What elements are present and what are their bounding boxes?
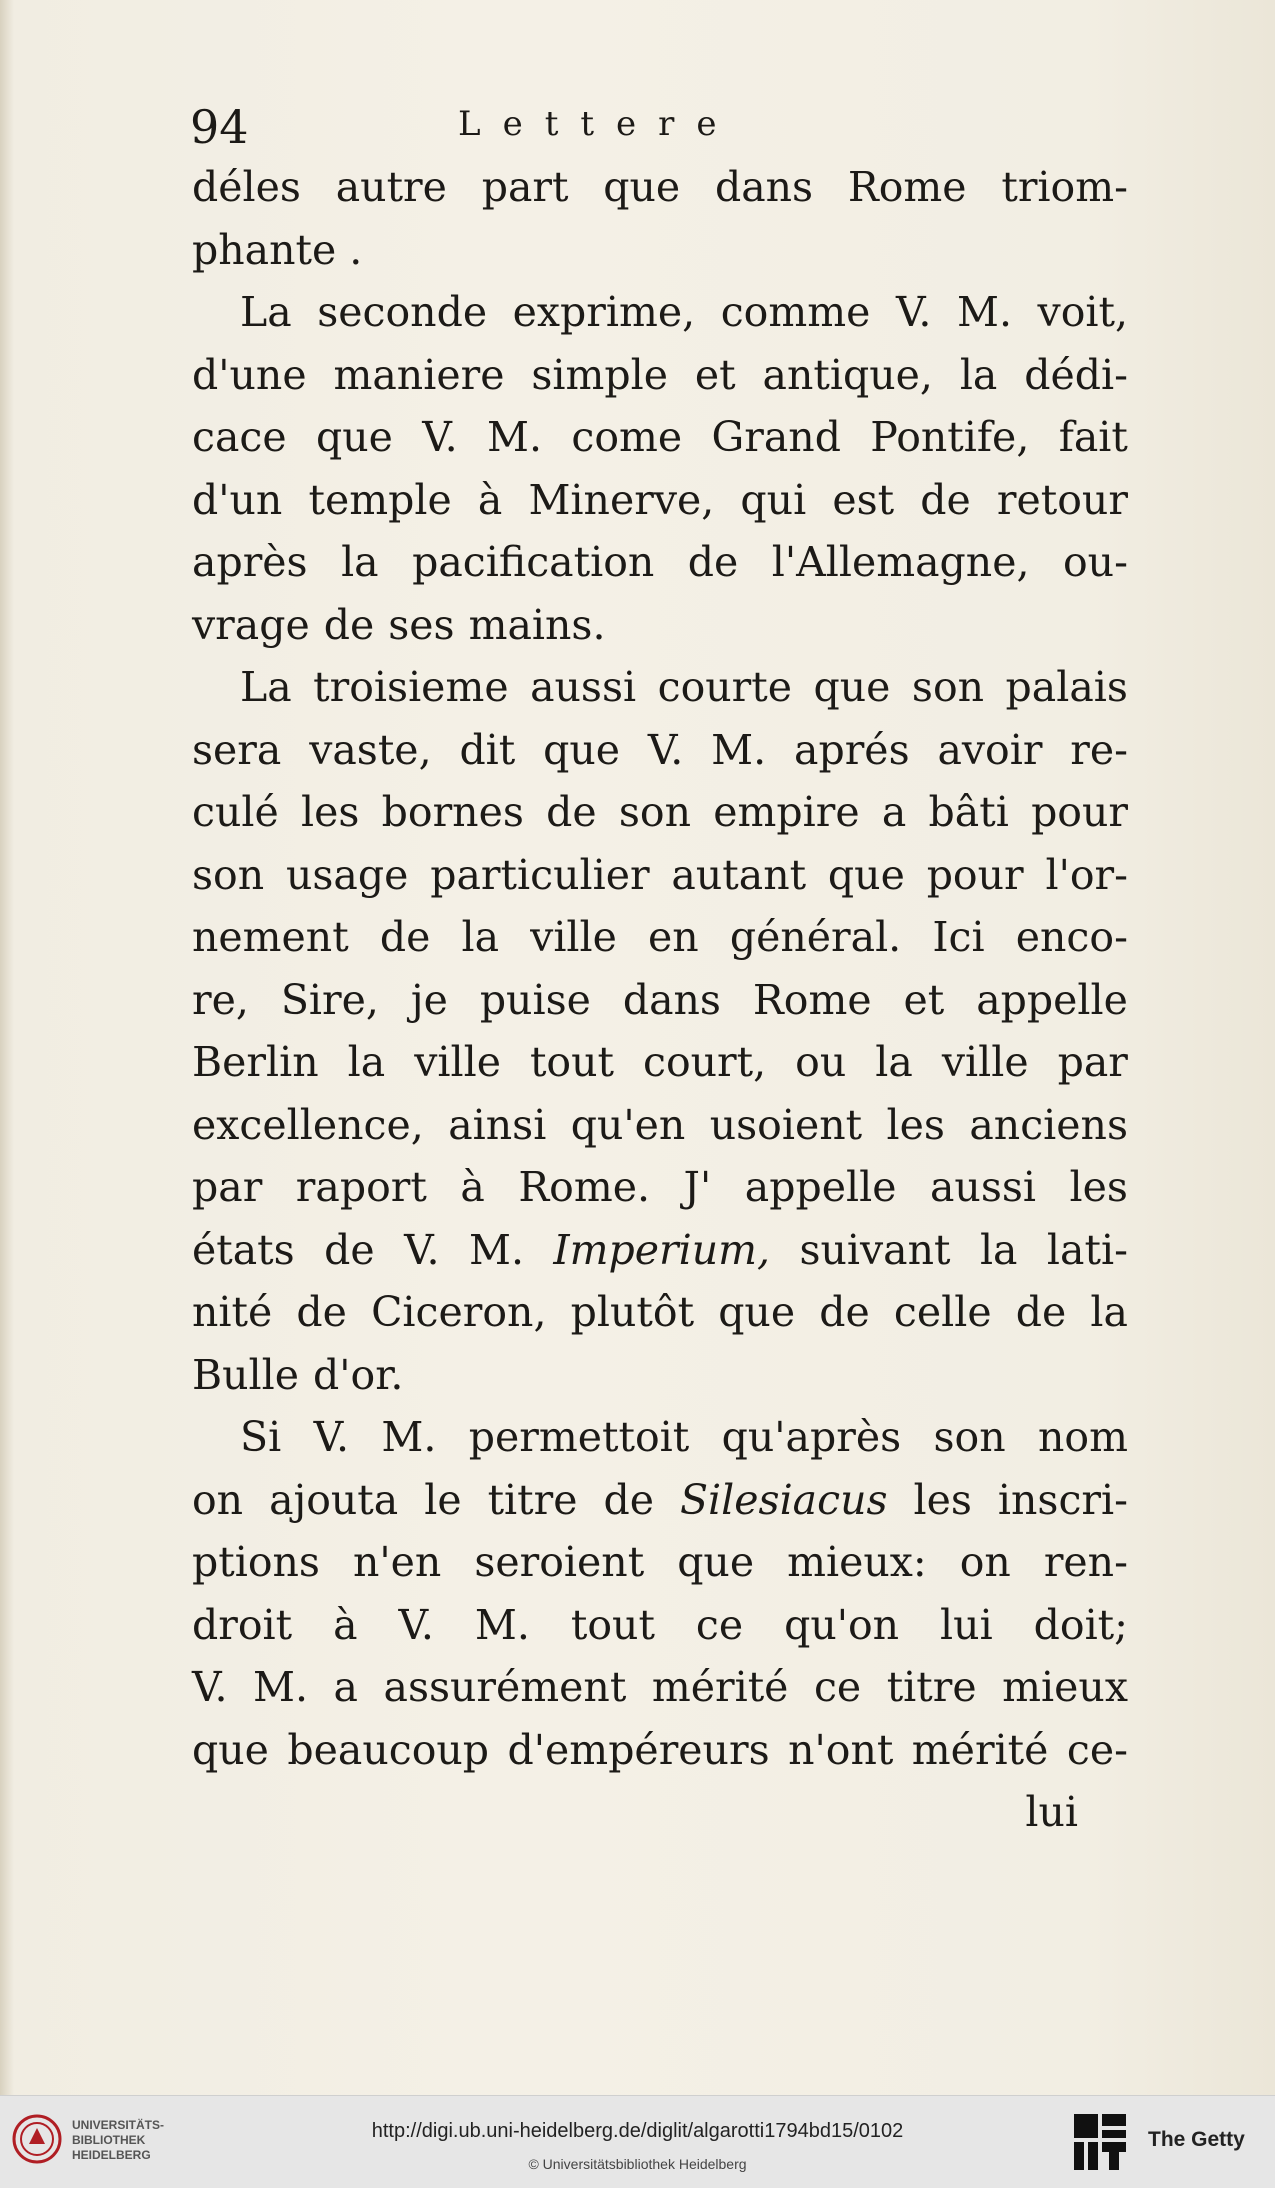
text-word: qu'on: [784, 1600, 900, 1649]
text-word: enco-: [1015, 913, 1128, 961]
page-header: [190, 100, 1150, 160]
text-word: pacification: [412, 538, 655, 586]
text-word: son: [933, 1413, 1006, 1461]
text-line: [192, 781, 1128, 844]
text-line: [192, 656, 1128, 719]
text-word: Rome.: [518, 1163, 651, 1211]
text-word: maniere: [333, 350, 505, 399]
text-word: à: [460, 1163, 485, 1211]
text-word: aussi: [530, 663, 637, 711]
text-word: on: [192, 1475, 244, 1524]
text-word: dans: [622, 975, 721, 1024]
text-word: Berlin: [192, 1038, 319, 1086]
text-word: vrage: [192, 600, 310, 649]
text-word: son: [911, 663, 985, 711]
text-word: la: [347, 1038, 386, 1086]
text-line: [192, 531, 1128, 594]
text-word: de: [1015, 1288, 1067, 1336]
text-word: d'une: [192, 350, 307, 399]
text-word: dit: [459, 725, 516, 774]
text-word: culé: [192, 788, 279, 836]
text-word: troisieme: [313, 663, 509, 711]
text-word: Si: [240, 1413, 282, 1461]
text-line: [192, 406, 1128, 469]
text-word: ce: [813, 1663, 862, 1711]
text-word: que: [718, 1288, 796, 1336]
text-word: d'un: [192, 475, 283, 524]
text-word: n'ont: [788, 1725, 894, 1774]
text-word: de: [603, 1475, 654, 1524]
text-word: ren-: [1043, 1538, 1128, 1586]
text-word: comme: [720, 288, 871, 336]
text-word: seroient: [474, 1538, 645, 1586]
text-word: que: [603, 163, 681, 211]
text-word: nité: [192, 1288, 273, 1336]
text-word: avoir: [937, 725, 1043, 774]
text-word: mains.: [468, 600, 606, 649]
text-word: celle: [893, 1288, 992, 1336]
text-line: [192, 1781, 1128, 1844]
text-word: V.: [313, 1413, 350, 1461]
text-word: est: [832, 475, 895, 524]
text-line: [192, 1469, 1128, 1532]
text-word: M.: [253, 1663, 309, 1711]
text-word: pour: [1031, 788, 1128, 836]
text-word: ce-: [1066, 1725, 1128, 1774]
text-word: que: [543, 725, 621, 774]
text-line: [192, 1594, 1128, 1657]
text-line: [192, 1281, 1128, 1344]
text-word: Grand: [711, 413, 841, 461]
text-word: lui: [1025, 1788, 1078, 1836]
text-word: après: [192, 538, 308, 586]
text-word: M.: [474, 1600, 530, 1649]
text-line: [192, 1656, 1128, 1719]
text-word: qu'après: [721, 1413, 902, 1461]
text-word: voit,: [1037, 288, 1128, 336]
copyright-notice: © Universitätsbibliothek Heidelberg: [528, 2156, 747, 2172]
text-word: ptions: [192, 1538, 320, 1586]
text-word: part: [481, 163, 569, 211]
text-line: [192, 969, 1128, 1032]
text-word: titre: [886, 1663, 977, 1711]
text-word: M.: [487, 413, 543, 461]
text-word: de: [324, 1225, 375, 1274]
text-word: mieux: [1002, 1663, 1128, 1711]
text-word: Pontife,: [870, 413, 1030, 461]
text-word: exprime,: [512, 288, 696, 336]
text-word: a: [881, 788, 907, 836]
text-word: de: [296, 1288, 347, 1336]
text-word: l'Allemagne,: [771, 538, 1030, 586]
text-word: ville: [414, 1038, 501, 1086]
text-word: tout: [529, 1038, 614, 1086]
text-word: beaucoup: [287, 1725, 490, 1774]
text-word: V.: [895, 288, 932, 336]
text-word: la: [959, 350, 998, 399]
text-word: général.: [729, 913, 902, 961]
text-word: empire: [713, 788, 860, 836]
text-word: retour: [996, 475, 1128, 524]
text-word: les: [1069, 1163, 1128, 1211]
text-word: qui: [740, 475, 807, 524]
text-word: M.: [711, 725, 767, 774]
text-word: Rome: [847, 163, 967, 211]
text-word: dédi-: [1024, 350, 1128, 399]
text-word: Ciceron,: [371, 1288, 547, 1336]
text-line: [192, 469, 1128, 532]
text-word: titre: [487, 1475, 578, 1524]
text-word: particulier: [430, 850, 650, 899]
body-text: [192, 156, 1128, 1844]
text-word: Minerve,: [528, 475, 715, 524]
text-word: Ici: [932, 913, 985, 961]
text-word: ou: [795, 1038, 847, 1086]
partner-name: The Getty: [1148, 2128, 1245, 2151]
text-word: par: [1057, 1038, 1128, 1086]
text-word: la: [1090, 1288, 1128, 1336]
text-word: triom-: [1001, 163, 1128, 211]
text-word: son: [192, 850, 265, 899]
text-word: nement: [192, 913, 349, 961]
text-line: [192, 1156, 1128, 1219]
text-word: d'empéreurs: [507, 1725, 770, 1774]
text-word: simple: [531, 350, 668, 399]
text-word: seconde: [317, 288, 488, 336]
text-word: la: [979, 1225, 1018, 1274]
text-line: [192, 1031, 1128, 1094]
text-line: [192, 344, 1128, 407]
text-word: courte: [657, 663, 793, 711]
text-word: la: [875, 1038, 913, 1086]
text-word: M.: [956, 288, 1012, 336]
text-word: Silesiacus: [679, 1475, 888, 1524]
running-title: Lettere: [458, 104, 739, 144]
text-word: nom: [1038, 1413, 1128, 1461]
text-word: en: [648, 913, 699, 961]
text-word: ainsi: [448, 1100, 547, 1149]
text-word: autant: [671, 850, 807, 899]
text-word: plutôt: [570, 1288, 695, 1336]
text-word: à: [333, 1600, 358, 1649]
text-word: anciens: [969, 1100, 1128, 1149]
text-line: [192, 719, 1128, 782]
text-word: M.: [468, 1225, 524, 1274]
text-word: de: [546, 788, 597, 836]
text-word: cace: [192, 413, 287, 461]
text-word: sera: [192, 725, 282, 774]
text-word: doit;: [1033, 1600, 1128, 1649]
text-word: V.: [404, 1225, 440, 1274]
text-word: que: [192, 1725, 269, 1774]
text-word: vaste,: [309, 725, 432, 774]
text-word: court,: [643, 1038, 767, 1086]
text-word: mieux:: [787, 1538, 927, 1586]
text-word: je: [410, 975, 448, 1024]
text-word: son: [618, 788, 692, 836]
text-word: suivant: [799, 1225, 951, 1274]
text-word: M.: [381, 1413, 437, 1461]
text-word: temple: [308, 475, 452, 524]
text-word: phante .: [192, 225, 363, 274]
text-word: bornes: [381, 788, 524, 836]
text-word: la: [341, 538, 379, 586]
text-word: re,: [192, 975, 249, 1024]
text-word: inscri-: [997, 1475, 1128, 1524]
text-word: de: [687, 538, 739, 586]
text-line: [192, 594, 1128, 657]
text-word: et: [903, 975, 945, 1024]
text-word: et: [694, 350, 736, 399]
text-word: La: [240, 663, 292, 711]
text-word: que: [677, 1538, 755, 1586]
text-line: [192, 281, 1128, 344]
text-word: autre: [335, 163, 447, 211]
text-word: pour: [926, 850, 1024, 899]
text-line: [192, 156, 1128, 219]
text-word: La: [240, 288, 292, 336]
text-word: ville: [941, 1038, 1029, 1086]
text-word: de: [920, 475, 971, 524]
text-word: ville: [530, 913, 617, 961]
text-word: lui: [940, 1600, 993, 1649]
viewer-footer: [0, 2095, 1275, 2188]
text-word: aprés: [794, 725, 910, 774]
text-word: mérité: [651, 1663, 789, 1711]
text-word: antique,: [762, 350, 933, 399]
page-number: 94: [190, 100, 249, 154]
text-word: dans: [714, 163, 814, 211]
text-word: Bulle: [192, 1350, 300, 1399]
text-word: de: [323, 600, 375, 649]
text-word: aussi: [929, 1163, 1037, 1211]
text-word: appelle: [976, 975, 1128, 1024]
text-line: [192, 1344, 1128, 1407]
text-word: come: [571, 413, 683, 461]
text-line: [192, 1094, 1128, 1157]
text-word: puise: [479, 975, 591, 1024]
text-word: V.: [422, 413, 458, 461]
text-word: raport: [295, 1163, 427, 1211]
document-url-link[interactable]: http://digi.ub.uni-heidelberg.de/diglit/algarotti1794bd15/0102: [371, 2120, 904, 2142]
text-word: mérité: [911, 1725, 1049, 1774]
text-word: par: [192, 1163, 263, 1211]
text-word: tout: [570, 1600, 655, 1649]
text-word: que: [315, 413, 393, 461]
text-word: déles: [192, 163, 301, 211]
text-word: les: [886, 1100, 945, 1149]
text-line: [192, 1406, 1128, 1469]
text-line: [192, 906, 1128, 969]
text-word: a: [333, 1663, 358, 1711]
text-line: [192, 1219, 1128, 1282]
text-word: à: [477, 475, 503, 524]
text-word: ses: [388, 600, 455, 649]
text-word: V.: [398, 1600, 434, 1649]
text-line: [192, 1531, 1128, 1594]
text-word: palais: [1005, 663, 1128, 711]
text-word: appelle: [744, 1163, 897, 1211]
text-word: l'or-: [1045, 850, 1128, 899]
text-line: [192, 844, 1128, 907]
text-word: états: [192, 1225, 295, 1274]
university-name-line: UNIVERSITÄTS-: [72, 2118, 165, 2132]
text-word: on: [959, 1538, 1011, 1586]
text-word: J': [683, 1163, 712, 1211]
text-word: de: [819, 1288, 870, 1336]
text-word: la: [461, 913, 500, 961]
text-line: [192, 1719, 1128, 1782]
text-word: les: [913, 1475, 972, 1524]
university-name-line: HEIDELBERG: [72, 2148, 151, 2162]
text-word: de: [379, 913, 431, 961]
text-word: Sire,: [280, 975, 379, 1024]
text-word: Imperium,: [553, 1225, 771, 1274]
text-word: d'or.: [313, 1350, 404, 1399]
text-word: que: [827, 850, 905, 899]
university-name-line: BIBLIOTHEK: [72, 2133, 146, 2147]
text-word: ce: [695, 1600, 744, 1649]
text-word: V.: [192, 1663, 228, 1711]
text-word: droit: [192, 1600, 293, 1649]
text-word: qu'en: [570, 1100, 686, 1149]
text-line: [192, 219, 1128, 282]
text-word: assurément: [383, 1663, 627, 1711]
text-word: que: [813, 663, 891, 711]
text-word: excellence,: [192, 1100, 424, 1149]
text-word: Rome: [752, 975, 872, 1024]
text-word: permettoit: [468, 1413, 690, 1461]
text-word: ajouta: [269, 1475, 399, 1524]
text-word: fait: [1058, 413, 1128, 461]
page-edge-shadow: [0, 0, 14, 2095]
text-word: le: [424, 1475, 462, 1524]
getty-logo-icon: [1072, 2112, 1128, 2172]
text-word: n'en: [352, 1538, 442, 1586]
text-word: re-: [1070, 725, 1128, 774]
text-word: V.: [647, 725, 684, 774]
text-word: les: [300, 788, 360, 836]
text-word: usage: [285, 850, 409, 899]
text-word: usoient: [709, 1100, 863, 1149]
text-word: ou-: [1062, 538, 1128, 586]
text-word: lati-: [1046, 1225, 1128, 1274]
text-word: bâti: [928, 788, 1009, 836]
